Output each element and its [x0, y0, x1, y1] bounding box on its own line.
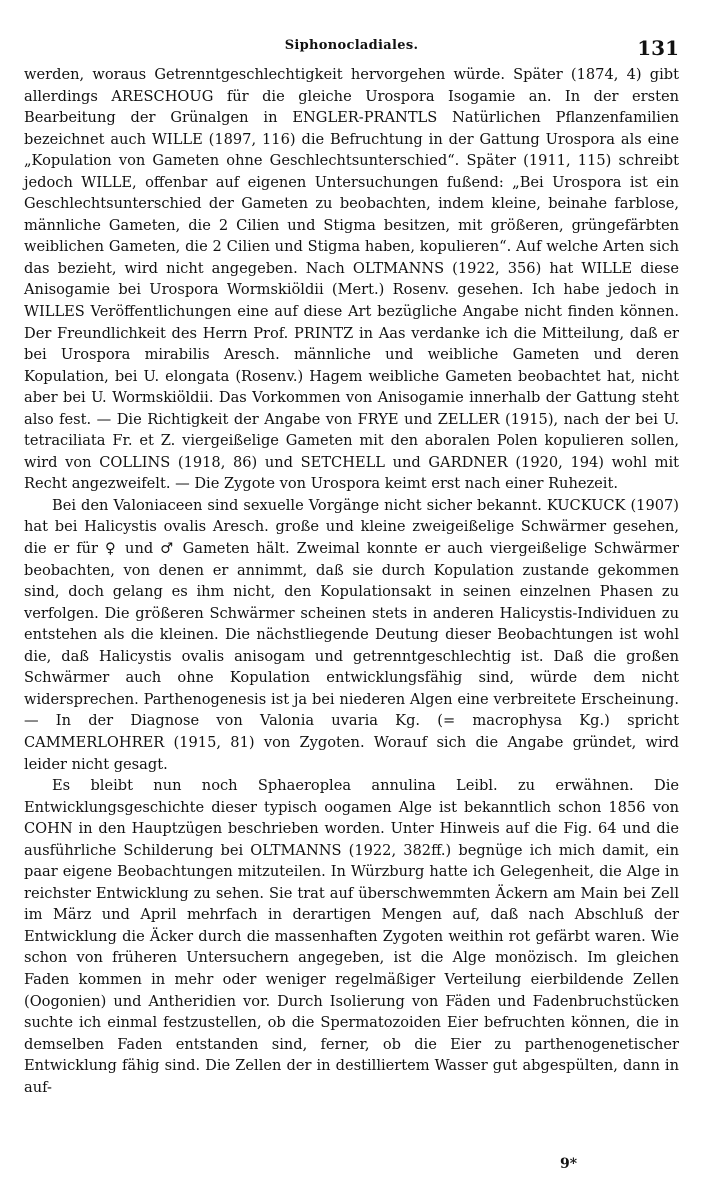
paragraph-urospora: werden, woraus Getrenntgeschlechtigkeit hervorgehen würde. Später (1874, 4) gibt allerdings ARESCHOUG für die gleiche Urospora Isogamie an. In der ersten Bearbeitung der Grünalgen in ENGLER-PRANTLS Natürlichen Pflanzenfamilien bezeichnet auch WILLE (1897, 116) die Befruchtung in der Gattung Urospora als eine „Kopulation von Gameten ohne Geschlechtsunterschied“. Später (1911, 115) schreibt jedoch WILLE, offenbar auf eigenen Untersuchungen fußend: „Bei Urospora ist ein Geschlechtsunterschied der Gameten zu beobachten, indem kleine, beinahe farblose, männliche Gameten, die 2 Cilien und Stigma besitzen, mit größeren, grüngefärbten weiblichen Gameten, die 2 Cilien und Stigma haben, kopulieren“. Auf welche Arten sich das bezieht, wird nicht angegeben. Nach OLTMANNS (1922, 356) hat WILLE diese Anisogamie bei Urospora Wormskiöldii (Mert.) Rosenv. gesehen. Ich habe jedoch in WILLES Veröffentlichungen eine auf diese Art bezügliche Angabe nicht finden können. Der Freundlichkeit des Herrn Prof. PRINTZ in Aas verdanke ich die Mitteilung, daß er bei Urospora mirabilis Aresch. männliche und weibliche Gameten und deren Kopulation, bei U. elongata (Rosenv.) Hagem weibliche Gameten beobachtet hat, nicht aber bei U. Wormskiöldii. Das Vorkommen von Anisogamie innerhalb der Gattung steht also fest. — Die Richtigkeit der Angabe von FRYE und ZELLER (1915), nach der bei U. tetraciliata Fr. et Z. viergeißelige Gameten mit den aboralen Polen kopulieren sollen, wird von COLLINS (1918, 86) und SETCHELL und GARDNER (1920, 194) wohl mit Recht angezweifelt. — Die Zygote von Urospora keimt erst nach einer Ruhezeit. [24, 66, 679, 493]
body-text [24, 64, 679, 1098]
paragraph-sphaeroplea: Es bleibt nun noch Sphaeroplea annulina Leibl. zu erwähnen. Die Entwicklungsgeschichte dieser typisch oogamen Alge ist bekanntlich schon 1856 von COHN in den Hauptzügen beschrieben worden. Unter Hinweis auf die Fig. 64 und die ausführliche Schilderung bei OLTMANNS (1922, 382ff.) begnüge ich mich damit, ein paar eigene Beobachtungen mitzuteilen. In Würzburg hatte ich Gelegenheit, die Alge in reichster Entwicklung zu sehen. Sie trat auf überschwemmten Äckern am Main bei Zell im März und April mehrfach in derartigen Mengen auf, daß nach Abschluß der Entwicklung die Äcker durch die massenhaften Zygoten weithin rot gefärbt waren. Wie schon von früheren Untersuchern angegeben, ist die Alge monözisch. Im gleichen Faden kommen in mehr oder weniger regelmäßiger Verteilung eierbildende Zellen (Oogonien) und Antheridien vor. Durch Isolierung von Fäden und Fadenbruchstücken suchte ich einmal festzustellen, ob die Spermatozoiden Eier befruchten können, die in demselben Faden entstanden sind, ferner, ob die Eier zu parthenogenetischer Entwicklung fähig sind. Die Zellen der in destilliertem Wasser gut abgespülten, dann in auf- [24, 777, 679, 1096]
running-title: Siphonocladiales. [284, 38, 419, 53]
paragraph-valoniaceen: Bei den Valoniaceen sind sexuelle Vorgänge nicht sicher bekannt. KUCKUCK (1907) hat bei Halicystis ovalis Aresch. große und kleine zweigeißelige Schwärmer gesehen, die er für ♀ und ♂ Gameten hält. Zweimal konnte er auch viergeißelige Schwärmer beobachten, von denen er annimmt, daß sie durch Kopulation zustande gekommen sind, doch gelang es ihm nicht, den Kopulationsakt in seinen einzelnen Phasen zu verfolgen. Die größeren Schwärmer scheinen stets in anderen Halicystis-Individuen zu entstehen als die kleinen. Die nächstliegende Deutung dieser Beobachtungen ist wohl die, daß Halicystis ovalis anisogam und getrenntgeschlechtig ist. Daß die großen Schwärmer auch ohne Kopulation entwicklungsfähig sind, würde dem nicht widersprechen. Parthenogenesis ist ja bei niederen Algen eine verbreitete Erscheinung. — In der Diagnose von Valonia uvaria Kg. (= macrophysa Kg.) spricht CAMMERLOHRER (1915, 81) von Zygoten. Worauf sich die Angabe gründet, wird leider nicht gesagt. [24, 496, 679, 773]
page-number: 131 [637, 36, 679, 60]
signature-mark: 9* [560, 1156, 578, 1172]
